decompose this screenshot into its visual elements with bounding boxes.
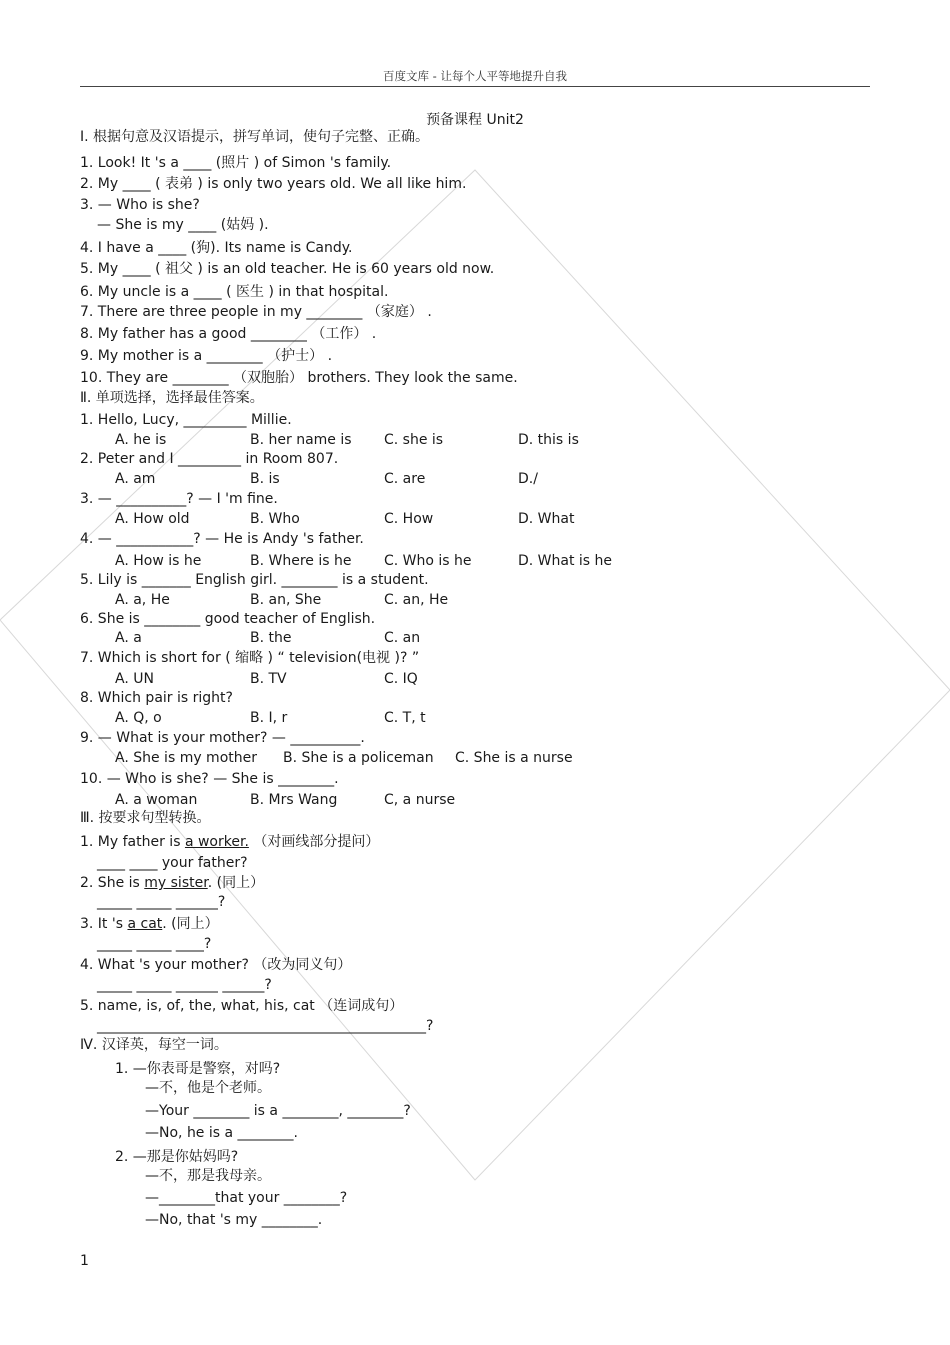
- s2-q8-option-b: B. I, r: [250, 710, 288, 726]
- s2-q10-option-a: A. a woman: [115, 792, 198, 808]
- s2-q10-option-b: B. Mrs Wang: [250, 792, 338, 808]
- s4-q1-prompt: 1. —你表哥是警察，对吗?: [115, 1061, 281, 1077]
- s2-q9-option-c: C. She is a nurse: [455, 750, 573, 766]
- s2-q9-option-a: A. She is my mother: [115, 750, 257, 766]
- s2-q6-option-c: C. an: [384, 630, 421, 646]
- s3-q1: 1. My father is a worker. （对画线部分提问）: [80, 834, 380, 850]
- s2-q7-option-b: B. TV: [250, 671, 287, 687]
- underlined-phrase: a worker.: [184, 834, 249, 850]
- s1-item-8: 8. My father has a good ________ （工作） .: [80, 326, 377, 342]
- s2-q2-stem: 2. Peter and I _________ in Room 807.: [80, 451, 339, 467]
- page-header: 百度文库 - 让每个人平等地提升自我: [383, 69, 567, 83]
- s2-q10-stem: 10. — Who is she? — She is ________.: [80, 771, 339, 787]
- s2-q10-option-c: C, a nurse: [384, 792, 456, 808]
- s1-item-9: 9. My mother is a ________ （护士） .: [80, 348, 333, 364]
- s2-q1-option-a: A. he is: [115, 432, 167, 448]
- s3-q4: 4. What 's your mother? （改为同义句）: [80, 957, 352, 973]
- s2-q4-option-b: B. Where is he: [250, 553, 352, 569]
- header-rule: [80, 86, 870, 87]
- s2-q6-option-a: A. a: [115, 630, 142, 646]
- s2-q3-option-a: A. How old: [115, 511, 190, 527]
- s1-item-3b: — She is my ____ (姑妈 ).: [97, 217, 269, 233]
- s2-q8-stem: 8. Which pair is right?: [80, 690, 233, 706]
- s1-item-4: 4. I have a ____ (狗). Its name is Candy.: [80, 240, 353, 256]
- s3-q1-answer: ____ ____ your father?: [97, 855, 248, 871]
- s4-q2-answer-1: —________that your ________?: [145, 1190, 348, 1206]
- s2-q1-option-c: C. she is: [384, 432, 444, 448]
- s2-q4-option-c: C. Who is he: [384, 553, 472, 569]
- s2-q1-option-b: B. her name is: [250, 432, 352, 448]
- s3-q5-answer: _______________________________________________?: [97, 1018, 434, 1034]
- s3-q4-answer: _____ _____ ______ ______?: [97, 977, 272, 993]
- s2-q7-stem: 7. Which is short for ( 缩略 ) “ television(电视 )? ”: [80, 650, 420, 666]
- underlined-phrase: a cat: [127, 916, 163, 932]
- s2-q2-option-c: C. are: [384, 471, 426, 487]
- s4-q1-reply: —不，他是个老师。: [145, 1080, 271, 1096]
- s2-q5-option-b: B. an, She: [250, 592, 322, 608]
- s2-q8-option-c: C. T, t: [384, 710, 426, 726]
- s2-q4-stem: 4. — ___________? — He is Andy 's father.: [80, 531, 364, 547]
- s1-item-10: 10. They are ________ （双胞胎） brothers. They look the same.: [80, 370, 518, 386]
- page-number: 1: [80, 1253, 89, 1269]
- s1-item-2: 2. My ____ ( 表弟 ) is only two years old. We all like him.: [80, 176, 467, 192]
- s2-q4-option-d: D. What is he: [518, 553, 613, 569]
- s2-q2-option-a: A. am: [115, 471, 156, 487]
- s2-q5-option-c: C. an, He: [384, 592, 449, 608]
- underlined-phrase: my sister: [144, 875, 208, 891]
- s3-q2: 2. She is my sister. (同上）: [80, 875, 265, 891]
- section-2-heading: Ⅱ. 单项选择，选择最佳答案。: [80, 390, 264, 406]
- s2-q9-stem: 9. — What is your mother? — __________.: [80, 730, 365, 746]
- page-title: 预备课程 Unit2: [426, 112, 524, 128]
- s2-q1-option-d: D. this is: [518, 432, 579, 448]
- section-1-heading: Ⅰ. 根据句意及汉语提示，拼写单词，使句子完整、正确。: [80, 129, 430, 145]
- s2-q6-option-b: B. the: [250, 630, 292, 646]
- s3-q3-answer: _____ _____ ____?: [97, 936, 212, 952]
- s4-q2-prompt: 2. —那是你姑妈吗?: [115, 1149, 239, 1165]
- s4-q1-answer-2: —No, he is a ________.: [145, 1125, 298, 1141]
- s2-q3-option-d: D. What: [518, 511, 575, 527]
- s4-q2-reply: —不，那是我母亲。: [145, 1168, 271, 1184]
- s3-q2-answer: _____ _____ ______?: [97, 894, 226, 910]
- section-3-heading: Ⅲ. 按要求句型转换。: [80, 810, 211, 826]
- s2-q1-stem: 1. Hello, Lucy, _________ Millie.: [80, 412, 292, 428]
- s1-item-6: 6. My uncle is a ____ ( 医生 ) in that hospital.: [80, 284, 389, 300]
- s2-q3-option-b: B. Who: [250, 511, 300, 527]
- s2-q2-option-b: B. is: [250, 471, 280, 487]
- s1-item-1: 1. Look! It 's a ____ (照片 ) of Simon 's family.: [80, 155, 392, 171]
- s4-q2-answer-2: —No, that 's my ________.: [145, 1212, 323, 1228]
- s4-q1-answer-1: —Your ________ is a ________, ________?: [145, 1103, 411, 1119]
- s2-q9-option-b: B. She is a policeman: [283, 750, 434, 766]
- s2-q5-stem: 5. Lily is _______ English girl. ________ is a student.: [80, 572, 429, 588]
- s1-item-7: 7. There are three people in my ________ （家庭） .: [80, 304, 432, 320]
- s2-q2-option-d: D./: [518, 471, 538, 487]
- s2-q7-option-a: A. UN: [115, 671, 154, 687]
- s1-item-5: 5. My ____ ( 祖父 ) is an old teacher. He is 60 years old now.: [80, 261, 495, 277]
- s2-q8-option-a: A. Q, o: [115, 710, 162, 726]
- s3-q3: 3. It 's a cat. (同上）: [80, 916, 219, 932]
- section-4-heading: Ⅳ. 汉译英，每空一词。: [80, 1037, 228, 1053]
- s1-item-3: 3. — Who is she?: [80, 197, 200, 213]
- s2-q3-option-c: C. How: [384, 511, 434, 527]
- s2-q4-option-a: A. How is he: [115, 553, 202, 569]
- s3-q5: 5. name, is, of, the, what, his, cat （连词成句）: [80, 998, 404, 1014]
- s2-q6-stem: 6. She is ________ good teacher of English.: [80, 611, 376, 627]
- s2-q3-stem: 3. — __________? — I 'm fine.: [80, 491, 278, 507]
- s2-q5-option-a: A. a, He: [115, 592, 170, 608]
- s2-q7-option-c: C. IQ: [384, 671, 418, 687]
